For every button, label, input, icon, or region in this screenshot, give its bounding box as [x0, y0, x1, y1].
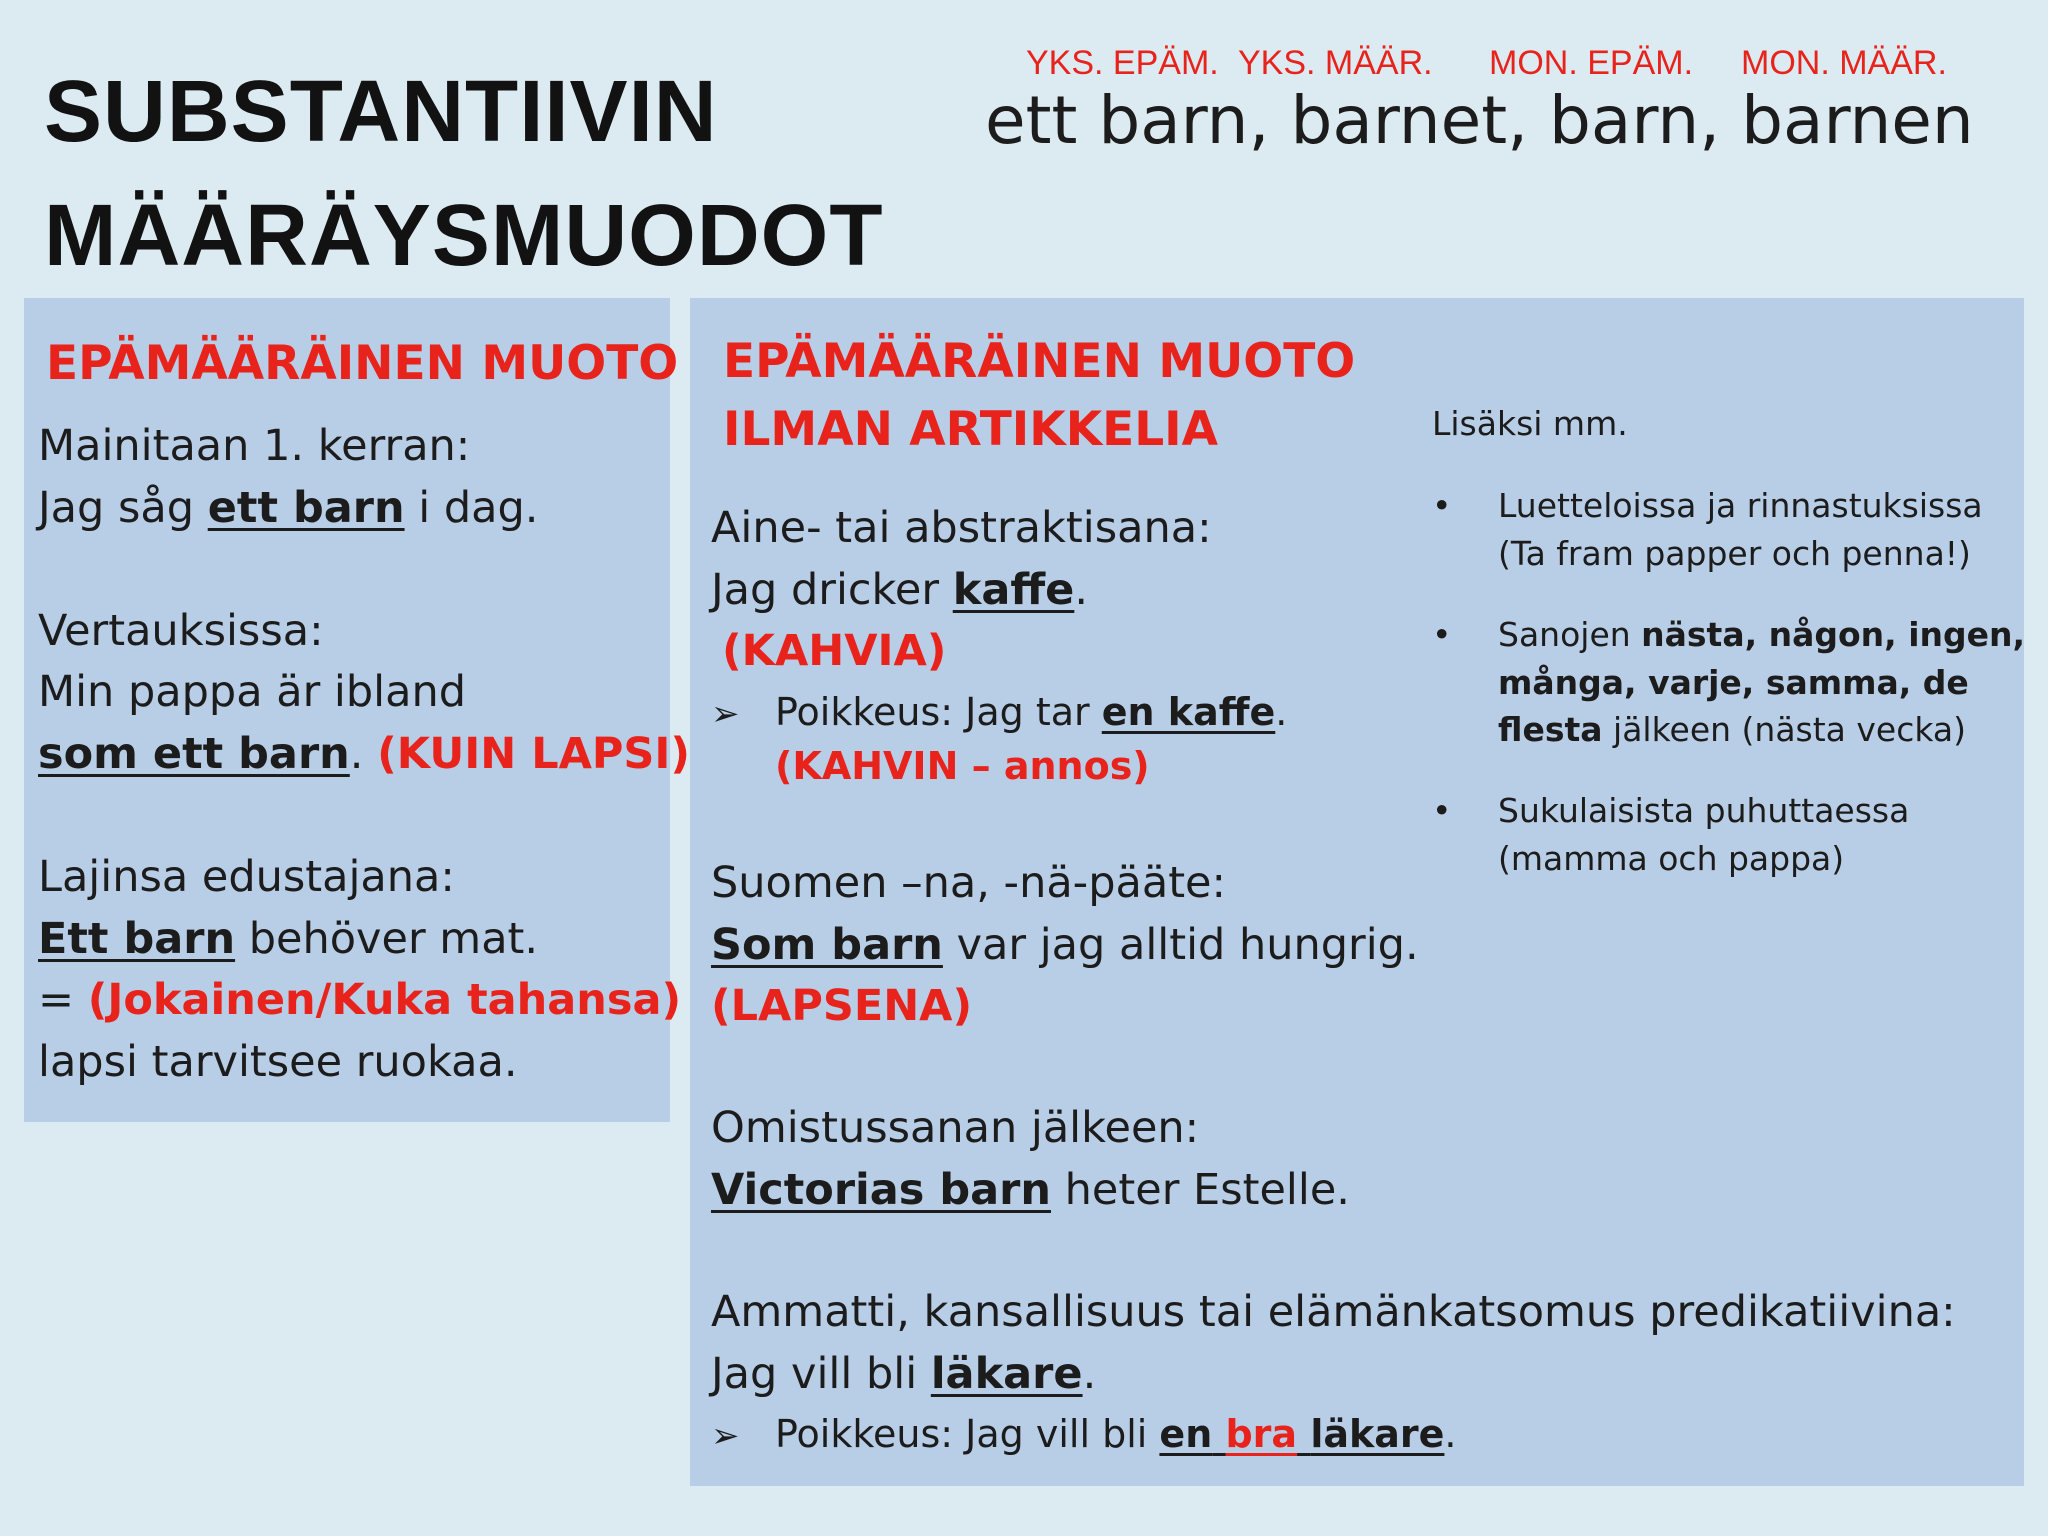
arrow-bullet-icon: ➢	[711, 694, 740, 734]
possessive-example	[711, 1160, 1350, 1222]
predicative-label: Ammatti, kansallisuus tai elämänkatsomus predikatiivina:	[711, 1287, 1956, 1337]
side-bullet-1-line1: Luetteloissa ja rinnastuksissa	[1498, 486, 1983, 525]
species-translation-end: lapsi tarvitsee ruokaa.	[38, 1037, 518, 1087]
key-phrase: kaffe	[952, 565, 1075, 615]
substance-example	[711, 560, 1088, 622]
indefinite-form-panel	[24, 298, 691, 1122]
substance-exception	[711, 686, 1287, 740]
translation-note: (KUIN LAPSI)	[377, 729, 691, 779]
left-panel-heading: EPÄMÄÄRÄINEN MUOTO	[46, 336, 679, 391]
form-label-pl-indef: MON. EPÄM.	[1489, 44, 1694, 82]
key-phrase: Som barn	[711, 920, 943, 970]
example-text: Poikkeus: Jag vill bli	[775, 1412, 1160, 1456]
essive-example	[711, 915, 1419, 977]
side-bold-words: nästa, någon, ingen,	[1641, 615, 2026, 654]
side-bullet-1-line2: (Ta fram papper och penna!)	[1498, 533, 1971, 573]
species-representative-label: Lajinsa edustajana:	[38, 852, 455, 902]
side-intro: Lisäksi mm.	[1432, 404, 1628, 443]
translation-note: (KAHVIN – annos)	[775, 744, 1150, 788]
side-bullet-2-line2	[1498, 659, 1969, 707]
key-phrase-adjective: bra	[1225, 1412, 1298, 1456]
translation-note: (LAPSENA)	[711, 981, 973, 1031]
comparison-example-line2	[38, 724, 690, 786]
predicative-example	[711, 1344, 1096, 1406]
species-example	[38, 909, 538, 971]
species-translation	[38, 970, 681, 1032]
bullet-icon: •	[1432, 486, 1452, 525]
side-bullet-2-line3	[1498, 706, 1966, 754]
example-text: Jag såg	[38, 483, 208, 533]
possessive-label: Omistussanan jälkeen:	[711, 1103, 1200, 1153]
form-labels	[1010, 44, 1970, 84]
example-text: .	[349, 729, 364, 779]
side-bullet-lists	[1432, 482, 2002, 582]
form-label-sg-indef: YKS. EPÄM.	[1026, 44, 1219, 82]
example-text: var jag alltid hungrig.	[942, 920, 1419, 970]
side-bullet-3-line1: Sukulaisista puhuttaessa	[1498, 791, 1910, 830]
title-line-2: MÄÄRÄYSMUODOT	[44, 187, 884, 284]
key-phrase: som ett barn	[38, 729, 350, 779]
side-bullet-relatives	[1432, 787, 2002, 887]
comparison-label: Vertauksissa:	[38, 606, 324, 656]
side-bullet-2-line1	[1498, 611, 2025, 659]
comparison-example-line1: Min pappa är ibland	[38, 667, 467, 717]
key-phrase: läkare	[930, 1349, 1083, 1399]
substance-exception-translation	[775, 740, 1150, 792]
arrow-bullet-icon: ➢	[711, 1416, 740, 1456]
main-panel-heading-line2: ILMAN ARTIKKELIA	[723, 402, 1219, 457]
essive-translation	[711, 976, 972, 1038]
key-phrase: en kaffe	[1101, 690, 1276, 734]
example-text: .	[1444, 1412, 1457, 1456]
example-text: Poikkeus: Jag tar	[775, 690, 1102, 734]
example-text: Jag vill bli	[711, 1349, 931, 1399]
key-phrase: Ett barn	[38, 914, 236, 964]
equals-sign: =	[38, 975, 88, 1025]
substance-label: Aine- tai abstraktisana:	[711, 503, 1212, 553]
example-text: .	[1074, 565, 1089, 615]
first-mention-example	[38, 478, 538, 540]
side-text: jälkeen (nästa vecka)	[1602, 710, 1966, 749]
no-article-panel	[690, 298, 2024, 1486]
key-phrase: en	[1159, 1412, 1213, 1456]
key-phrase: ett barn	[207, 483, 405, 533]
essive-label: Suomen –na, -nä-pääte:	[711, 858, 1226, 908]
example-text: heter Estelle.	[1051, 1165, 1350, 1215]
form-label-pl-def: MON. MÄÄR.	[1741, 44, 1947, 82]
predicative-exception	[711, 1408, 1457, 1462]
noun-forms-line: ett barn, barnet, barn, barnen	[985, 82, 1974, 159]
form-label-sg-def: YKS. MÄÄR.	[1238, 44, 1433, 82]
example-text: .	[1275, 690, 1288, 734]
side-bold-words: många, varje, samma, de	[1498, 662, 1969, 702]
translation-note: (KAHVIA)	[722, 626, 947, 676]
key-phrase: läkare	[1310, 1412, 1445, 1456]
title-line-1: SUBSTANTIIVIN	[44, 63, 718, 160]
page-title	[44, 50, 883, 298]
side-text: Sanojen	[1498, 615, 1642, 654]
substance-translation	[722, 621, 946, 683]
translation-note: (Jokainen/Kuka tahansa)	[87, 975, 682, 1025]
side-bold-words: flesta	[1498, 710, 1603, 749]
first-mention-label: Mainitaan 1. kerran:	[38, 421, 471, 471]
bullet-icon: •	[1432, 615, 1452, 654]
example-text: i dag.	[404, 483, 539, 533]
side-bullet-3-line2: (mamma och pappa)	[1498, 838, 1845, 878]
main-panel-heading-line1: EPÄMÄÄRÄINEN MUOTO	[723, 334, 1356, 389]
example-text: behöver mat.	[235, 914, 539, 964]
bullet-icon: •	[1432, 791, 1452, 830]
key-phrase: Victorias barn	[711, 1165, 1051, 1215]
example-text: .	[1082, 1349, 1097, 1399]
example-text: Jag dricker	[711, 565, 953, 615]
side-bullet-pronouns	[1432, 611, 2026, 761]
